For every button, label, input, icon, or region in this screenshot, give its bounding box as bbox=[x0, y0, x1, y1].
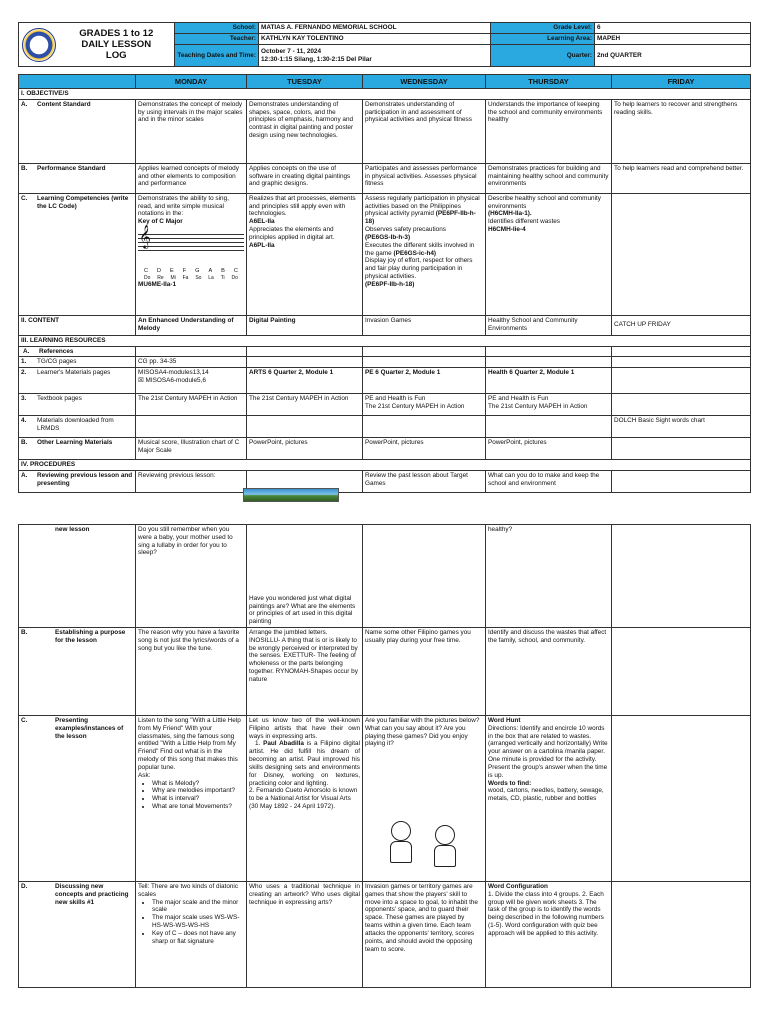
cell-tue: Digital Painting bbox=[247, 315, 363, 335]
question-item: • Why are melodies important? bbox=[152, 787, 244, 795]
day-header-row bbox=[19, 75, 751, 89]
cell-wed bbox=[363, 193, 486, 315]
note-letter: C bbox=[233, 268, 238, 275]
row-label-content-standard bbox=[19, 99, 136, 163]
row-content bbox=[19, 315, 751, 335]
row-label: Textbook pages bbox=[37, 395, 82, 403]
row-review bbox=[19, 471, 751, 493]
section-content-label: II. CONTENT bbox=[19, 315, 136, 335]
note-letter: E bbox=[170, 268, 174, 275]
thu-competency-1: Describe healthy school and community environments bbox=[488, 194, 601, 210]
wed-competency-4: Display joy of effort, respect for others and fair play during participation in physical activities. bbox=[365, 257, 473, 280]
thu-lc-code-2: H6CMH-Iie-4 bbox=[488, 226, 526, 234]
mon-competency-text: Demonstrates the ability to sing, read, and write simple musical notations in the: bbox=[138, 194, 229, 218]
cell-fri bbox=[612, 716, 751, 882]
section-objectives-label: I. OBJECTIVE/S bbox=[19, 89, 751, 100]
cell-wed bbox=[363, 416, 486, 438]
day-header-blank bbox=[19, 75, 136, 89]
words-to-find-label: Words to find: bbox=[488, 779, 532, 787]
cell-fri bbox=[612, 882, 751, 988]
kid-body-icon bbox=[390, 841, 412, 863]
title-line-2: DAILY LESSON bbox=[81, 38, 152, 50]
deped-seal-icon bbox=[22, 28, 56, 62]
cell-fri bbox=[612, 438, 751, 460]
area-label: Learning Area: bbox=[491, 34, 595, 45]
cell-thu bbox=[486, 716, 612, 882]
cell-wed: PowerPoint, pictures bbox=[363, 438, 486, 460]
row-label-references bbox=[19, 346, 136, 357]
cell-tue: Who uses a traditional technique in creating an artwork? Who uses digital technique in expressing arts? bbox=[247, 882, 363, 988]
school-value: MATIAS A. FERNANDO MEMORIAL SCHOOL bbox=[259, 23, 491, 34]
cell-tue: Have you wondered just what digital paintings are? What are the elements or principles of art used in this digital painting bbox=[247, 525, 363, 628]
cell-tue: The 21st Century MAPEH in Action bbox=[247, 394, 363, 416]
cell-thu: Understands the importance of keeping the school and community environments healthy bbox=[486, 99, 612, 163]
cell-wed: PE 6 Quarter 2, Module 1 bbox=[363, 368, 486, 394]
solfa: Do bbox=[231, 274, 238, 281]
cell-wed: Invasion games or territory games are games that show the players' skill to move into a space to goal, to inhabit the opponents' space, and to guard their space. These games are played by teams within a given time. Each team attacks the opponents' territory, scores points, and should avoid the opposing team to score. bbox=[363, 882, 486, 988]
painting-image-strip bbox=[243, 488, 339, 502]
point-item: • The major scale uses WS-WS-HS-WS-WS-WS-HS bbox=[152, 914, 244, 930]
row-letter: D. bbox=[21, 883, 28, 890]
cell-mon: Demonstrates the concept of melody by using intervals in the major scales and in the minor scales bbox=[136, 99, 247, 163]
row-letter: 1. bbox=[21, 358, 27, 366]
textbook-thu-1: PE and Health is Fun bbox=[488, 395, 549, 403]
cell-tue bbox=[247, 416, 363, 438]
cell-mon: Applies learned concepts of melody and other elements to composition and performance bbox=[136, 163, 247, 193]
row-label: References bbox=[39, 347, 74, 355]
row-label: Learner's Materials pages bbox=[37, 369, 111, 377]
row-discussing bbox=[19, 882, 751, 988]
cell-thu: Demonstrates practices for building and maintaining healthy school and community environments bbox=[486, 163, 612, 193]
cell-fri bbox=[612, 368, 751, 394]
section-procedures-label: IV. PROCEDURES bbox=[19, 460, 751, 471]
lesson-table-2 bbox=[18, 524, 751, 988]
wed-competency-1: Assess regularly participation in physical activities based on the Philippines physical activity pyramid bbox=[365, 194, 480, 218]
cell-wed bbox=[363, 357, 486, 368]
cell-fri bbox=[612, 525, 751, 628]
lm-mon-2: ☒ MISOSA6-module5,6 bbox=[138, 377, 206, 385]
cell-wed bbox=[363, 525, 486, 628]
log-title bbox=[59, 23, 175, 67]
row-label: Other Learning Materials bbox=[37, 439, 113, 447]
cell-mon: CG pp. 34-35 bbox=[136, 357, 247, 368]
cell-tue: PowerPoint, pictures bbox=[247, 438, 363, 460]
row-review-cont bbox=[19, 525, 751, 628]
cell-mon bbox=[136, 368, 247, 394]
cell-wed bbox=[363, 716, 486, 882]
note-letter: G bbox=[195, 268, 200, 275]
cell-mon bbox=[136, 716, 247, 882]
word-hunt-title: Word Hunt bbox=[488, 717, 521, 724]
grade-label: Grade Level: bbox=[491, 23, 595, 34]
row-label-review-cont: new lesson bbox=[19, 525, 136, 628]
row-label-performance-standard bbox=[19, 163, 136, 193]
day-tuesday: TUESDAY bbox=[247, 75, 363, 89]
row-label: TG/CG pages bbox=[37, 358, 77, 366]
row-performance-standard bbox=[19, 163, 751, 193]
cell-thu: PowerPoint, pictures bbox=[486, 438, 612, 460]
section-resources bbox=[19, 335, 751, 346]
day-wednesday: WEDNESDAY bbox=[363, 75, 486, 89]
kid-head-icon bbox=[391, 821, 411, 841]
title-line-3: LOG bbox=[105, 50, 127, 62]
cell-tue: Arrange the jumbled letters. INOSILLU- A thing that is or is likely to be wrongly perceived or interpreted by the senses. EXETTUR- The feeling of wholeness or the parts belonging together. RYNOMAH-Shapes occur by nature bbox=[247, 628, 363, 716]
row-letter: B. bbox=[21, 164, 28, 172]
words-to-find-list: wood, cartons, needles, battery, sewage, metals, CD, plastic, rubber and bottles bbox=[488, 787, 604, 803]
quarter-value: 2nd QUARTER bbox=[595, 45, 751, 67]
row-other-resources bbox=[19, 438, 751, 460]
artist-name: Paul Abadilla bbox=[263, 740, 304, 748]
row-textbook bbox=[19, 394, 751, 416]
point-item: • The major scale and the minor scale bbox=[152, 899, 244, 915]
cell-mon bbox=[136, 193, 247, 315]
dates-text: October 7 - 11, 2024 bbox=[261, 47, 322, 55]
row-tg-pages bbox=[19, 357, 751, 368]
cell-mon: The reason why you have a favorite song is not just the lyrics/words of a song but you like the tune. bbox=[136, 628, 247, 716]
row-label-purpose bbox=[19, 628, 136, 716]
cell-tue bbox=[247, 346, 363, 357]
deped-logo-cell bbox=[19, 23, 59, 67]
cell-thu: What can you do to make and keep the school and environment bbox=[486, 471, 612, 493]
row-references bbox=[19, 346, 751, 357]
cell-wed bbox=[363, 394, 486, 416]
day-monday: MONDAY bbox=[136, 75, 247, 89]
question-item: • What are tonal Movements? bbox=[152, 803, 244, 811]
solfa: Ti bbox=[220, 274, 225, 281]
cell-mon: Do you still remember when you were a baby, your mother used to sing a lullaby in order for you to sleep? bbox=[136, 525, 247, 628]
wed-lc-code-2: (PE6GS-Ib-h-3) bbox=[365, 233, 411, 241]
examples-tue-artist-2: 2. Fernando Cueto Amorsolo is known to be a National Artist for Visual Arts (30 May 1892 - 24 April 1972). bbox=[249, 787, 358, 810]
examples-wed-text: Are you familiar with the pictures below? What can you say about it? Are you playing these games? Did you enjoy playing it? bbox=[365, 717, 480, 748]
note-letter: A bbox=[208, 268, 213, 275]
row-letter: B. bbox=[21, 439, 28, 447]
row-label-review bbox=[19, 471, 136, 493]
note-letter: C bbox=[144, 268, 149, 275]
row-letter: C. bbox=[21, 717, 28, 724]
row-label: Discussing new concepts and practicing new skills #1 bbox=[55, 883, 129, 906]
row-label: Materials downloaded from LRMDS bbox=[37, 417, 114, 433]
cell-fri bbox=[612, 357, 751, 368]
cell-thu bbox=[486, 394, 612, 416]
row-label-examples bbox=[19, 716, 136, 882]
row-competencies bbox=[19, 193, 751, 315]
solfa: La bbox=[208, 274, 214, 281]
area-value: MAPEH bbox=[595, 34, 751, 45]
tue-lc-code-1: A6EL-IIa bbox=[249, 218, 275, 226]
cell-wed bbox=[363, 346, 486, 357]
cell-thu: Identify and discuss the wastes that affect the family, school, and community. bbox=[486, 628, 612, 716]
question-item: • What is interval? bbox=[152, 795, 244, 803]
row-label: Performance Standard bbox=[37, 164, 106, 172]
cell-tue: ARTS 6 Quarter 2, Module 1 bbox=[247, 368, 363, 394]
cell-thu: healthy? bbox=[486, 525, 612, 628]
kid-body-icon bbox=[434, 845, 456, 867]
row-letter: 3. bbox=[21, 395, 27, 403]
lesson-log-page-1 bbox=[18, 22, 750, 493]
wed-competency-2: Observes safety precautions bbox=[365, 226, 446, 234]
examples-mon-ask: Ask: bbox=[138, 771, 151, 779]
solfa: Do bbox=[144, 274, 151, 281]
textbook-thu-2: The 21st Century MAPEH in Action bbox=[488, 403, 588, 411]
question-item: • What is Melody? bbox=[152, 780, 244, 788]
row-letter: C. bbox=[21, 194, 28, 202]
tue-competency-2: Appreciates the elements and principles applied in digital art. bbox=[249, 226, 335, 241]
cell-wed: Participates and assesses performance in physical activities. Assesses physical fitness bbox=[363, 163, 486, 193]
title-line-1: GRADES 1 to 12 bbox=[79, 27, 154, 39]
row-label: Reviewing previous lesson and presenting bbox=[37, 472, 133, 487]
row-label-tg bbox=[19, 357, 136, 368]
cell-wed: Invasion Games bbox=[363, 315, 486, 335]
kid-head-icon bbox=[435, 825, 455, 845]
examples-mon-questions bbox=[138, 780, 244, 811]
point-item: • Key of C – does not have any sharp or flat signature bbox=[152, 930, 244, 946]
cell-fri: To help learners read and comprehend better. bbox=[612, 163, 751, 193]
row-letter: 2. bbox=[21, 369, 27, 377]
row-label: Learning Competencies (write the LC Code) bbox=[37, 194, 129, 210]
row-lrmds bbox=[19, 416, 751, 438]
mon-lc-code: MU6ME-IIa-1 bbox=[138, 281, 176, 288]
thu-lc-code-1: (H6CMH-IIa-1). bbox=[488, 210, 532, 218]
cell-thu bbox=[486, 882, 612, 988]
cell-tue bbox=[247, 193, 363, 315]
cell-wed: Name some other Filipino games you usually play during your free time. bbox=[363, 628, 486, 716]
cell-fri bbox=[612, 193, 751, 315]
cell-thu bbox=[486, 357, 612, 368]
row-label-other bbox=[19, 438, 136, 460]
solfa: Mi bbox=[170, 274, 176, 281]
row-label-lrmds bbox=[19, 416, 136, 438]
cell-thu: Healthy School and Community Environments bbox=[486, 315, 612, 335]
cell-mon bbox=[136, 416, 247, 438]
cell-wed: Demonstrates understanding of participation in and assessment of physical activities and physical fitness bbox=[363, 99, 486, 163]
row-examples bbox=[19, 716, 751, 882]
row-label-discussing bbox=[19, 882, 136, 988]
day-thursday: THURSDAY bbox=[486, 75, 612, 89]
section-procedures bbox=[19, 460, 751, 471]
cell-fri bbox=[612, 394, 751, 416]
cell-fri bbox=[612, 471, 751, 493]
discussing-mon-points bbox=[138, 899, 244, 946]
row-label: Establishing a purpose for the lesson bbox=[55, 629, 126, 644]
time-text: 12:30-1:15 Silang, 1:30-2:15 Del Pilar bbox=[261, 55, 372, 63]
wed-lc-code-1: (PE6PF-IIb-h-18) bbox=[365, 210, 476, 226]
header-table bbox=[18, 22, 751, 67]
dates-value bbox=[259, 45, 491, 67]
note-letter: B bbox=[221, 268, 225, 275]
textbook-wed-2: The 21st Century MAPEH in Action bbox=[365, 403, 465, 411]
cell-fri: DOLCH Basic Sight words chart bbox=[612, 416, 751, 438]
cell-mon: Musical score, Illustration chart of C Major Scale bbox=[136, 438, 247, 460]
tue-competency-1: Realizes that art processes, elements and principles still apply even with technologies. bbox=[249, 194, 356, 218]
teacher-value: KATHLYN KAY TOLENTINO bbox=[259, 34, 491, 45]
word-hunt-text: Directions: Identify and encircle 10 words in the box that are related to wastes. (arranged vertically and horizontally) Write your answer on a cartolina /manila paper. One minute is provided for the activity. Present the group's answer when the time is up. bbox=[488, 724, 608, 779]
note-letter: F bbox=[182, 268, 187, 275]
examples-tue-intro: Let us know two of the well-known Filipino artists that have their own ways in expressing arts. bbox=[249, 717, 360, 740]
lesson-table-1 bbox=[18, 74, 751, 493]
tue-lc-code-2: A6PL-IIa bbox=[249, 241, 275, 249]
solfa: Re bbox=[157, 274, 164, 281]
cell-mon: The 21st Century MAPEH in Action bbox=[136, 394, 247, 416]
cell-fri: To help learners to recover and strengthens reading skills. bbox=[612, 99, 751, 163]
row-letter: A. bbox=[23, 347, 30, 355]
cell-tue bbox=[247, 716, 363, 882]
row-label: Content Standard bbox=[37, 100, 91, 108]
quarter-label: Quarter: bbox=[491, 45, 595, 67]
textbook-wed-1: PE and Health is Fun bbox=[365, 395, 426, 403]
teacher-label: Teacher: bbox=[175, 34, 259, 45]
cell-wed: Review the past lesson about Target Games bbox=[363, 471, 486, 493]
row-content-standard bbox=[19, 99, 751, 163]
row-letter: A. bbox=[21, 100, 28, 108]
solfa: So bbox=[195, 274, 202, 281]
day-friday: FRIDAY bbox=[612, 75, 751, 89]
dates-label: Teaching Dates and Time: bbox=[175, 45, 259, 67]
wed-lc-code-3: (PE6GS-ic-h4) bbox=[393, 249, 437, 257]
row-label-lm bbox=[19, 368, 136, 394]
cell-mon bbox=[136, 346, 247, 357]
row-letter: A. bbox=[21, 472, 28, 480]
examples-tue-artist-1: 1. Paul Abadilla is a Filipino digital artist. He did fulfill his dream of becoming an artist. Paul improved his skills designing sets and environments for Disney, working on textures, practicing color and lighting. bbox=[249, 740, 360, 787]
mon-key-label: Key of C Major bbox=[138, 218, 183, 226]
section-resources-label: III. LEARNING RESOURCES bbox=[19, 335, 751, 346]
note-letter: D bbox=[157, 268, 162, 275]
cell-tue: Applies concepts on the use of software in creating digital paintings and graphic designs. bbox=[247, 163, 363, 193]
lm-mon-1: MISOSA4-modules13,14 bbox=[138, 369, 209, 377]
c-major-staff bbox=[138, 228, 244, 266]
cell-tue bbox=[247, 357, 363, 368]
row-purpose bbox=[19, 628, 751, 716]
cell-fri: CATCH UP FRIDAY bbox=[612, 315, 751, 335]
cell-mon: An Enhanced Understanding of Melody bbox=[136, 315, 247, 335]
wed-competency-3: Executes the different skills involved in the game bbox=[365, 241, 475, 257]
cell-thu bbox=[486, 346, 612, 357]
kids-playing-image bbox=[374, 818, 474, 876]
thu-competency-2: Identifies different wastes bbox=[488, 218, 560, 226]
discussing-mon-text: Tell: There are two kinds of diatonic scales bbox=[138, 883, 239, 898]
cell-thu: Health 6 Quarter 2, Module 1 bbox=[486, 368, 612, 394]
school-label: School: bbox=[175, 23, 259, 34]
treble-clef-icon: 𝄞 bbox=[139, 226, 151, 249]
cell-mon bbox=[136, 882, 247, 988]
word-config-title: Word Configuration bbox=[488, 883, 548, 890]
lesson-log-page-2 bbox=[18, 524, 750, 988]
grade-value: 6 bbox=[595, 23, 751, 34]
section-objectives bbox=[19, 89, 751, 100]
word-config-steps: 1. Divide the class into 4 groups. 2. Each group will be given work sheets 3. The task of the group is to identify the words being described in the following numbers (1-5). Word configuration with quiz bee approach will be applied to this activity. bbox=[488, 890, 604, 937]
row-label-competencies bbox=[19, 193, 136, 315]
note-letters bbox=[138, 268, 244, 275]
cell-fri bbox=[612, 346, 751, 357]
cell-thu bbox=[486, 416, 612, 438]
solfa: Fa bbox=[182, 274, 189, 281]
words-to-find-text: Words to find bbox=[488, 779, 530, 787]
cell-tue: Demonstrates understanding of shapes, space, colors, and the principles of emphasis, harmony and contrast in digital painting and poster design using new technologies. bbox=[247, 99, 363, 163]
row-label: Presenting examples/instances of the lesson bbox=[55, 717, 124, 740]
cell-fri bbox=[612, 628, 751, 716]
row-letter: B. bbox=[21, 629, 28, 636]
row-letter: 4. bbox=[21, 417, 27, 425]
cell-mon: Reviewing previous lesson: bbox=[136, 471, 247, 493]
wed-lc-code-4: (PE6PF-IIb-h-18) bbox=[365, 280, 415, 288]
row-label-textbook bbox=[19, 394, 136, 416]
artist-text: is a Filipino digital artist. He did fulfill his dream of becoming an artist. Paul improved his skills designing sets and environments for Disney, working on textures, practicing color and lighting. bbox=[249, 740, 360, 787]
examples-mon-text: Listen to the song "With a Little Help from My Friend" With your classmates, sing the famous song entitled "With a Little Help from My Friend" Find out what is in the melody of this song that makes this popular tune. bbox=[138, 717, 241, 771]
cell-thu bbox=[486, 193, 612, 315]
row-lm-pages bbox=[19, 368, 751, 394]
